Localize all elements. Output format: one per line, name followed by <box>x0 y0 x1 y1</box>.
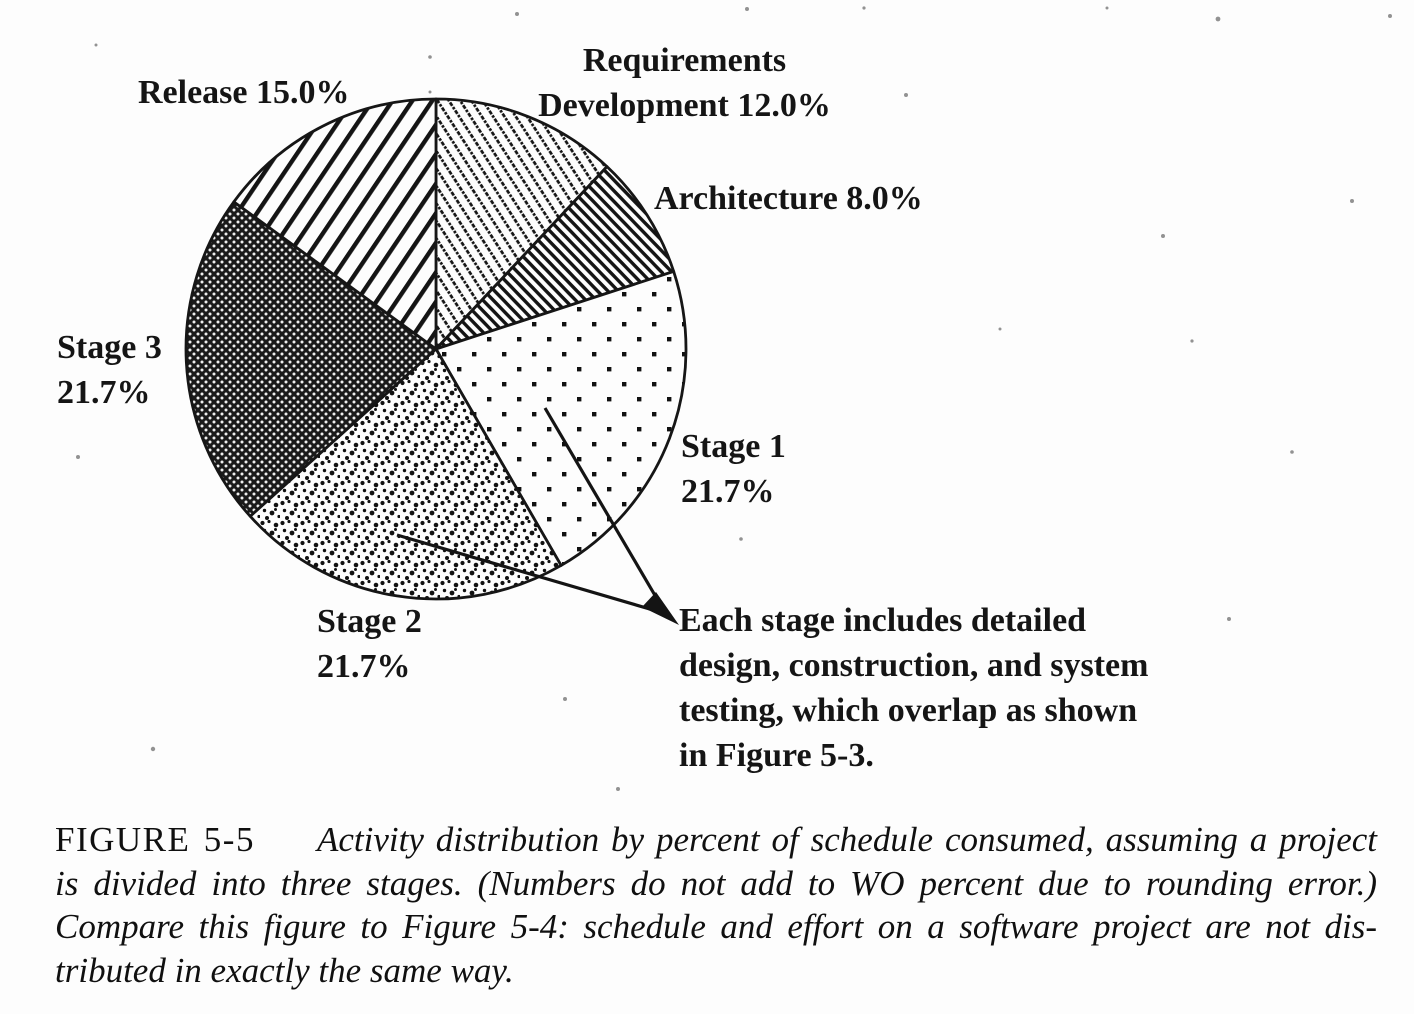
annotation-line-2: design, construction, and system <box>679 647 1149 684</box>
label-stage-3 <box>57 325 162 415</box>
label-stage-1 <box>681 424 786 514</box>
label-requirements-development <box>512 38 857 128</box>
label-architecture-text: Architecture 8.0% <box>654 180 923 217</box>
label-stage-2 <box>317 599 422 689</box>
label-release <box>138 70 350 115</box>
label-requirements-line2: Development 12.0% <box>538 87 831 124</box>
label-stage1-name: Stage 1 <box>681 428 786 465</box>
callout-annotation <box>679 598 1259 778</box>
label-stage2-name: Stage 2 <box>317 603 422 640</box>
annotation-line-1: Each stage includes detailed <box>679 602 1087 639</box>
callout-arrowhead-icon <box>642 592 679 625</box>
label-requirements-line1: Requirements <box>582 42 787 79</box>
pie-slices <box>186 99 686 599</box>
label-architecture <box>654 176 923 221</box>
label-stage1-pct: 21.7% <box>681 473 775 510</box>
caption-line-3: Compare this figure to Figure 5-4: schedule and effort on a software project are not dis- <box>55 907 1377 946</box>
label-stage3-name: Stage 3 <box>57 329 162 366</box>
figure-caption <box>55 818 1377 992</box>
annotation-line-4: in Figure 5-3. <box>679 737 874 774</box>
figure-number-label: FIGURE 5-5 <box>55 820 255 859</box>
label-release-text: Release 15.0% <box>138 74 350 111</box>
annotation-line-3: testing, which overlap as shown <box>679 692 1138 729</box>
caption-line-1-text: Activity distribution by percent of schedule consumed, assuming a project <box>316 820 1377 859</box>
label-stage2-pct: 21.7% <box>317 648 411 685</box>
caption-line-1 <box>55 818 1377 862</box>
label-stage3-pct: 21.7% <box>57 374 151 411</box>
caption-line-4: tributed in exactly the same way. <box>55 950 514 990</box>
caption-line-2: is divided into three stages. (Numbers do not add to WO percent due to rounding error.) <box>55 863 1377 903</box>
